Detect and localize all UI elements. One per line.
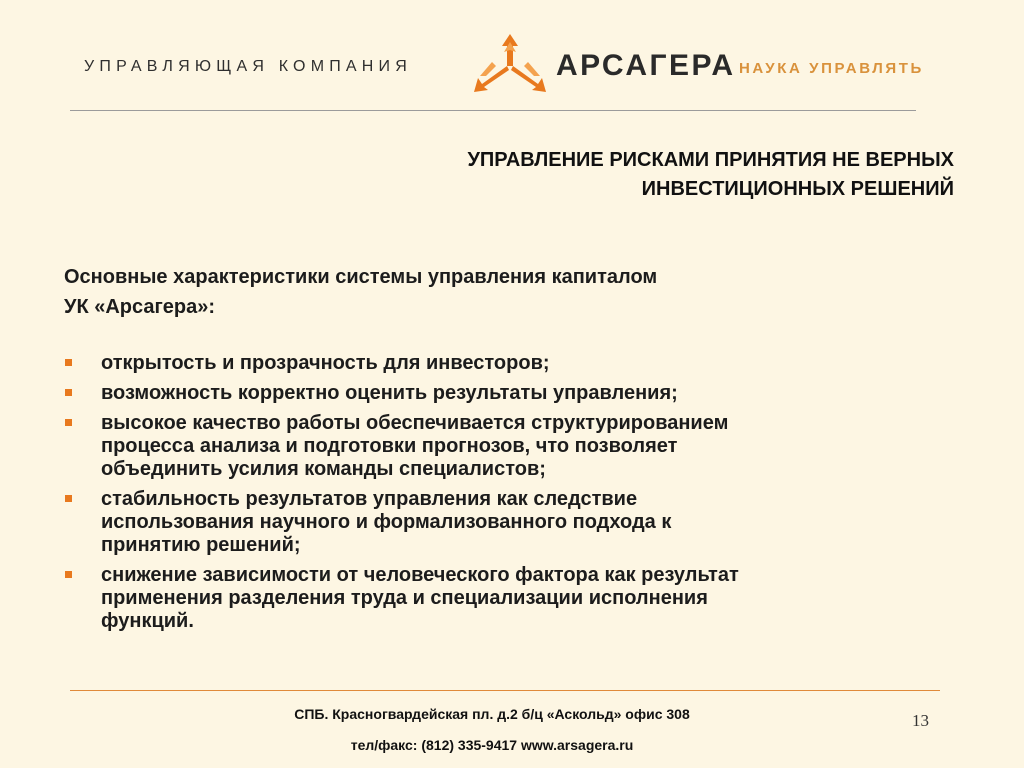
list-item-line: снижение зависимости от человеческого фактора как результат xyxy=(101,564,739,586)
list-item xyxy=(62,352,992,375)
intro-line: УК «Арсагера»: xyxy=(64,296,216,318)
list-item-line: открытость и прозрачность для инвесторов; xyxy=(101,352,550,374)
bullet-square-icon xyxy=(65,389,72,396)
slide-title-line: УПРАВЛЕНИЕ РИСКАМИ ПРИНЯТИЯ НЕ ВЕРНЫХ xyxy=(467,149,954,171)
company-label: УПРАВЛЯЮЩАЯ КОМПАНИЯ xyxy=(84,58,413,75)
list-item-line: процесса анализа и подготовки прогнозов, что позволяет xyxy=(101,435,678,457)
list-item-line: принятию решений; xyxy=(101,534,301,556)
list-item-line: использования научного и формализованного подхода к xyxy=(101,511,672,533)
footer-address: СПБ. Красногвардейская пл. д.2 б/ц «Аскольд» офис 308 xyxy=(294,706,690,722)
list-item-line: возможность корректно оценить результаты управления; xyxy=(101,382,678,404)
list-item xyxy=(62,488,992,557)
slide-title xyxy=(254,146,954,204)
list-item xyxy=(62,412,992,481)
intro-text xyxy=(64,262,924,322)
bullet-square-icon xyxy=(65,419,72,426)
bullet-square-icon xyxy=(65,359,72,366)
slide-title-line: ИНВЕСТИЦИОННЫХ РЕШЕНИЙ xyxy=(641,178,954,200)
list-item-line: объединить усилия команды специалистов; xyxy=(101,458,546,480)
list-item xyxy=(62,564,992,633)
list-item-line: высокое качество работы обеспечивается структурированием xyxy=(101,412,729,434)
list-item-line: стабильность результатов управления как следствие xyxy=(101,488,638,510)
list-item-line: применения разделения труда и специализации исполнения xyxy=(101,587,708,609)
list-item xyxy=(62,382,992,405)
bullet-list xyxy=(62,352,992,640)
header-divider xyxy=(70,110,916,111)
bullet-square-icon xyxy=(65,495,72,502)
intro-line: Основные характеристики системы управления капиталом xyxy=(64,266,658,288)
page-number: 13 xyxy=(912,711,929,730)
footer-divider xyxy=(70,690,940,691)
brand-name: АРСАГЕРА xyxy=(556,49,736,82)
tagline: НАУКА УПРАВЛЯТЬ xyxy=(739,60,924,77)
list-item-line: функций. xyxy=(101,610,194,632)
bullet-square-icon xyxy=(65,571,72,578)
header xyxy=(0,0,1024,110)
footer-contacts: тел/факс: (812) 335-9417 www.arsagera.ru xyxy=(350,737,634,753)
arsagera-logo-icon xyxy=(474,32,546,94)
